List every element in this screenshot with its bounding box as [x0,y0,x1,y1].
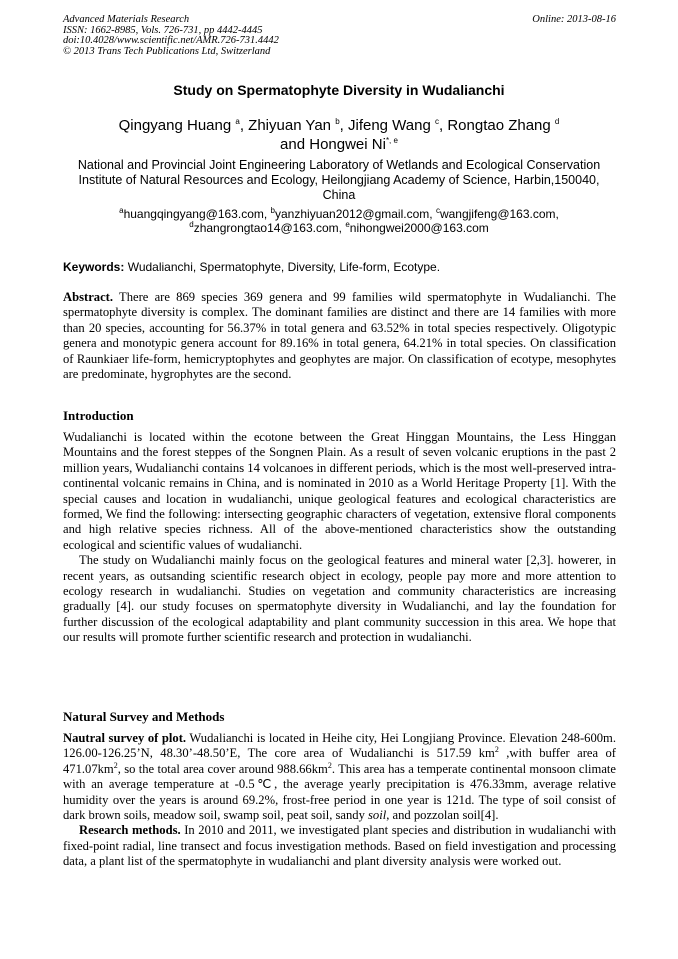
text-run: , so the total area cover around 988.66km [117,761,328,776]
author-sup: a [235,117,240,126]
superscript: 2 [327,760,332,770]
superscript: 2 [494,745,499,755]
email-link[interactable]: wangjifeng@163.com, [439,207,559,221]
journal-header [63,15,279,57]
paragraph: Wudalianchi is located within the ecotone between the Great Hinggan Mountains, the Less Hinggan Mountains and the forest steppes of the Songnen Plain. As a result of seven volcanic eruptions in the past 2 million years, Wudalianchi contains 14 volcanoes in different periods, which is the most well-preserved intra-continental volcanic remains in China, and is nominated in 2010 as a World Heritage Property [1]. With the special causes and location in wudalianchi, unique geological features and ecological characteristics are formed, We find the following: intersecting geographic characters of vegetation, extensive floral components and high relative species richness. All of the above-mentioned characteristics show the outstanding ecological and scientific values of wudalianchi. [63,430,617,552]
text-run: In 2010 and 2011, we investigated plant species and distribution in wudalianchi with fixed-point radial, line transect and focus investigation methods. Based on field investigation and processing data, a plant list of the spermatophyte in wudalianchi and plant diversity analysis were worked out. [63,823,616,869]
subsection-label: Research methods. [79,823,181,838]
author-name: Zhiyuan Yan [248,117,332,134]
email-link[interactable]: nihongwei2000@163.com [349,221,489,235]
email-link[interactable]: yanzhiyuan2012@gmail.com, [275,207,433,221]
paragraph: The study on Wudalianchi mainly focus on the geological features and mineral water [2,3]. howerer, in recent years, as outsanding scientific research object in ecology, people pay more and more attention to ecology research in wudalianchi. Studies on vegetation and community characteristics are increasing gradually [4]. our study focuses on spermatophyte diversity in Wudalianchi, and lay the foundation for further discussion of the ecological adaptability and plant community succession in this area. We hope that our results will promote further scientific research and protection in wudalianchi. [63,553,616,645]
author-name: Qingyang Huang [118,117,232,134]
text-run: , and pozzolan soil[4]. [386,808,499,823]
introduction-section [63,430,616,646]
issn-line: ISSN: 1662-8985, Vols. 726-731, pp 4442-4445 [63,24,263,36]
affiliation-line: National and Provincial Joint Engineering Laboratory of Wetlands and Ecological Conservation [77,158,601,172]
author-name: Hongwei Ni [309,136,386,153]
paragraph [63,731,616,823]
subsection-label: Nautral survey of plot. [63,731,187,745]
paragraph [63,823,616,869]
italic-run: soil [368,808,387,823]
author-sup: *, e [385,136,398,145]
email-sup: e [345,220,350,229]
email-link[interactable]: huangqingyang@163.com, [123,207,268,221]
abstract [63,290,616,382]
keywords-label: Keywords: [63,260,125,274]
introduction-heading: Introduction [63,408,134,423]
paper-title: Study on Spermatophyte Diversity in Wudalianchi [173,82,505,98]
email-sup: b [270,206,275,215]
superscript: 2 [113,760,118,770]
doi-line[interactable]: doi:10.4028/www.scientific.net/AMR.726-731.4442 [63,35,279,46]
author-list: Qingyang Huang $^a$, Zhiyuan Yan $^b$, Jifeng Wang $^c$, Rongtao Zhang $^d$ and Hongwei $Ni^{*, e}$ [118,117,560,153]
email-link[interactable]: zhangrongtao14@163.com, [193,221,342,235]
journal-name: Advanced Materials Research [63,14,190,25]
text-run: . This area has a temperate continental monsoon climate with an average temperature at -0.5℃, the average yearly precipitation is 476.33mm, average relative humidity over the years is around 69.2%, frost-free period in one year is 121d. The type of soil consist of dark brown soils, meadow soil, swamp soil, peat soil, sandy [63,761,616,823]
methods-heading: Natural Survey and Methods [63,709,225,724]
affiliation [60,158,618,203]
author-sup: d [554,117,560,126]
keywords [63,260,623,274]
author-sup: b [335,117,340,126]
methods-section [63,731,616,870]
keywords-text: Wudalianchi, Spermatophyte, Diversity, Life-form, Ecotype. [127,260,441,274]
author-name: Jifeng Wang [347,117,431,134]
affiliation-line: China [322,188,356,202]
text-run: ,with buffer area of 471.07km [63,746,616,776]
affiliation-line: Institute of Natural Resources and Ecology, Heilongjiang Academy of Science, Harbin,150040, [78,173,600,187]
email-list [60,207,618,235]
author-sup: c [434,117,439,126]
author-name: Rongtao Zhang [447,117,551,134]
email-sup: c [435,206,440,215]
abstract-label: Abstract. [63,290,114,304]
copyright-line: © 2013 Trans Tech Publications Ltd, Switzerland [63,45,271,57]
email-sup: a [119,206,124,215]
online-date: Online: 2013-08-16 [532,14,616,25]
text-run: Wudalianchi is located in Heihe city, Hei Longjiang Province. Elevation 248-600m. 126.00-126.25’N, 48.30’-48.50’E, The core area of Wudalianchi is 517.59 km [63,731,616,761]
abstract-text: There are 869 species 369 genera and 99 families wild spermatophyte in Wudalianchi. The spermatophyte diversity is complex. The dominant families are distinct and there are 14 families with more than 20 species, accounting for 56.37% in total genera and 63.52% in total species respectively. Oligotypic genera and monotypic genera account for 89.16% in total genera, 64.21% in total species. On classification of Raunkiaer life-form, hemicryptophytes and geophytes are major. On classification of ecotype, mesophytes are predominate, hygrophytes are the second. [63,290,617,382]
email-sup: d [189,220,194,229]
author-and: and [280,136,306,153]
